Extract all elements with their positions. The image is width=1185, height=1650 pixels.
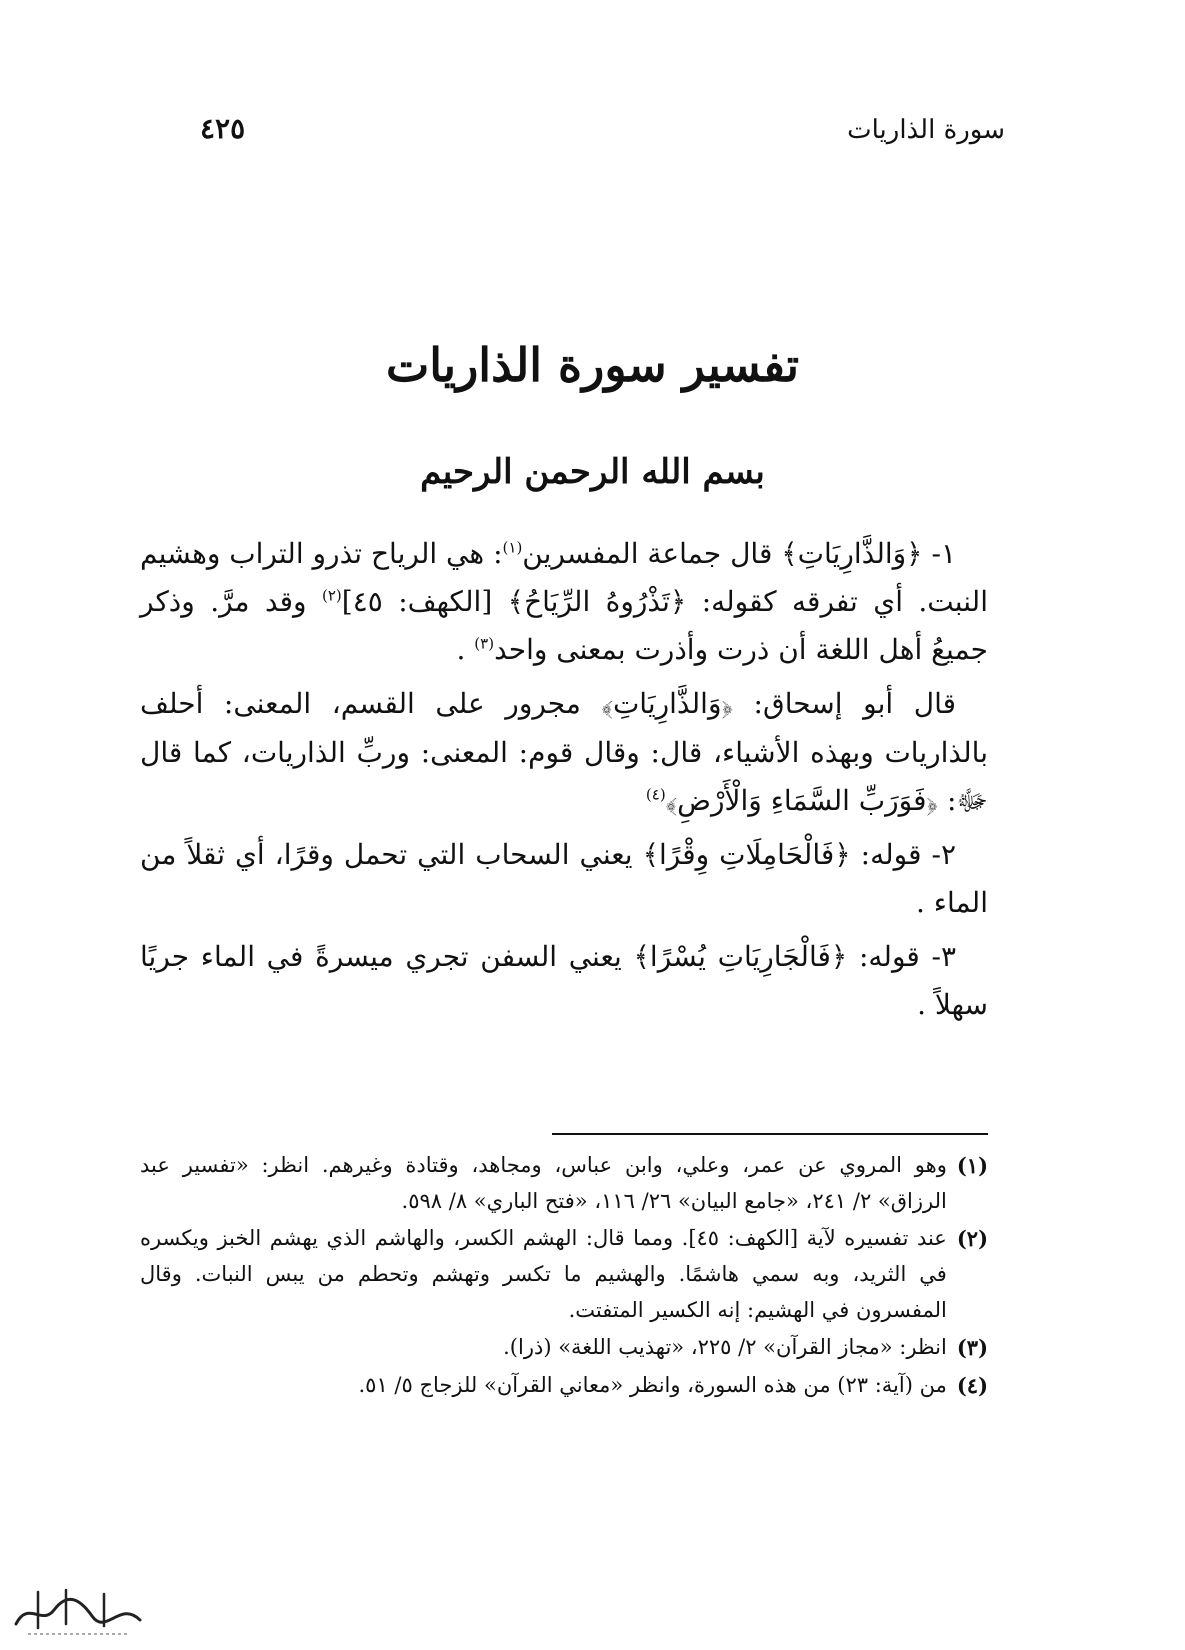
- paragraph-verse-2: [140, 831, 988, 927]
- footnotes: [140, 1148, 988, 1406]
- footnote-divider: [552, 1133, 988, 1135]
- surah-title: تفسير سورة الذاريات: [385, 338, 800, 392]
- footnote-text: من (آية: ٢٣) من هذه السورة، وانظر «معاني القرآن» للزجاج ٥/ ٥١.: [358, 1373, 947, 1398]
- paragraph-verse-1: [140, 530, 988, 674]
- paragraph-verse-3: [140, 933, 988, 1029]
- footnote-ref-3[interactable]: (٣): [474, 634, 495, 653]
- paragraph-text: ٣- قوله: ﴿فَالْجَارِيَاتِ يُسْرًا﴾ يعني السفن تجري ميسرةً في الماء جريًا سهلاً .: [140, 940, 988, 1022]
- body-text: [140, 530, 988, 1036]
- paragraph-text: قال أبو إسحاق: ﴿وَالذَّارِيَاتِ﴾ مجرور على القسم، المعنى: أحلف بالذاريات وبهذه الأشياء، قال: وقال قوم: المعنى: وربِّ الذاريات، كما قال ﷻ: ﴿فَوَرَبِّ السَّمَاءِ وَالْأَرْضِ﴾: [140, 687, 988, 817]
- footnote-text: عند تفسيره لآية [الكهف: ٤٥]. ومما قال: الهشم الكسر، والهاشم الذي يهشم الخبز ويكسره في الثريد، وبه سمي هاشمًا. والهشيم ما تكسر وتهشم وتحطم من يبس النبات. وقال المفسرون في الهشيم: إنه الكسير المتفتت.: [140, 1226, 947, 1322]
- paragraph-text: : هي الرياح تذرو التراب وهشيم النبت. أي تفرقه كقوله: ﴿تَذْرُوهُ الرِّيَاحُ﴾ [الكهف: ٤٥]: [140, 537, 988, 619]
- footnote-ref-4[interactable]: (٤): [645, 785, 666, 804]
- watermark-stamp-logo: [8, 1580, 148, 1640]
- footnote-4: [140, 1368, 988, 1404]
- paragraph-text: وقد مرَّ. وذكر جميعُ أهل اللغة أن ذرت وأذرت بمعنى واحد: [140, 585, 988, 667]
- footnote-ref-2[interactable]: (٢): [322, 586, 342, 605]
- paragraph-text: ١- ﴿وَالذَّارِيَاتِ﴾ قال جماعة المفسرين: [522, 537, 956, 570]
- paragraph-abu-ishaq: [140, 680, 988, 824]
- page-number: ٤٢٥: [200, 112, 246, 145]
- footnote-ref-1[interactable]: (١): [502, 538, 523, 557]
- footnote-2: [140, 1221, 988, 1328]
- footnote-number: (٢): [956, 1226, 988, 1252]
- running-header-title: سورة الذاريات: [847, 115, 1005, 145]
- running-header: [200, 112, 1005, 145]
- footnote-text: وهو المروي عن عمر، وعلي، وابن عباس، ومجاهد، وقتادة وغيرهم. انظر: «تفسير عبد الرزاق» ٢/ ٢٤١، «جامع البيان» ٢٦/ ١١٦، «فتح الباري» ٨/ ٥٩٨.: [140, 1153, 947, 1213]
- footnote-number: (٤): [956, 1373, 988, 1399]
- footnote-1: [140, 1148, 988, 1219]
- footnote-3: [140, 1330, 988, 1366]
- basmala: بسم الله الرحمن الرحيم: [420, 452, 765, 492]
- paragraph-text: .: [456, 633, 475, 667]
- footnote-number: (٣): [956, 1335, 988, 1361]
- footnote-number: (١): [956, 1153, 988, 1178]
- paragraph-text: ٢- قوله: ﴿فَالْحَامِلَاتِ وِقْرًا﴾ يعني السحاب التي تحمل وقرًا، أي ثقلاً من الماء .: [140, 837, 988, 920]
- footnote-text: انظر: «مجاز القرآن» ٢/ ٢٢٥، «تهذيب اللغة» (ذرا).: [503, 1335, 947, 1360]
